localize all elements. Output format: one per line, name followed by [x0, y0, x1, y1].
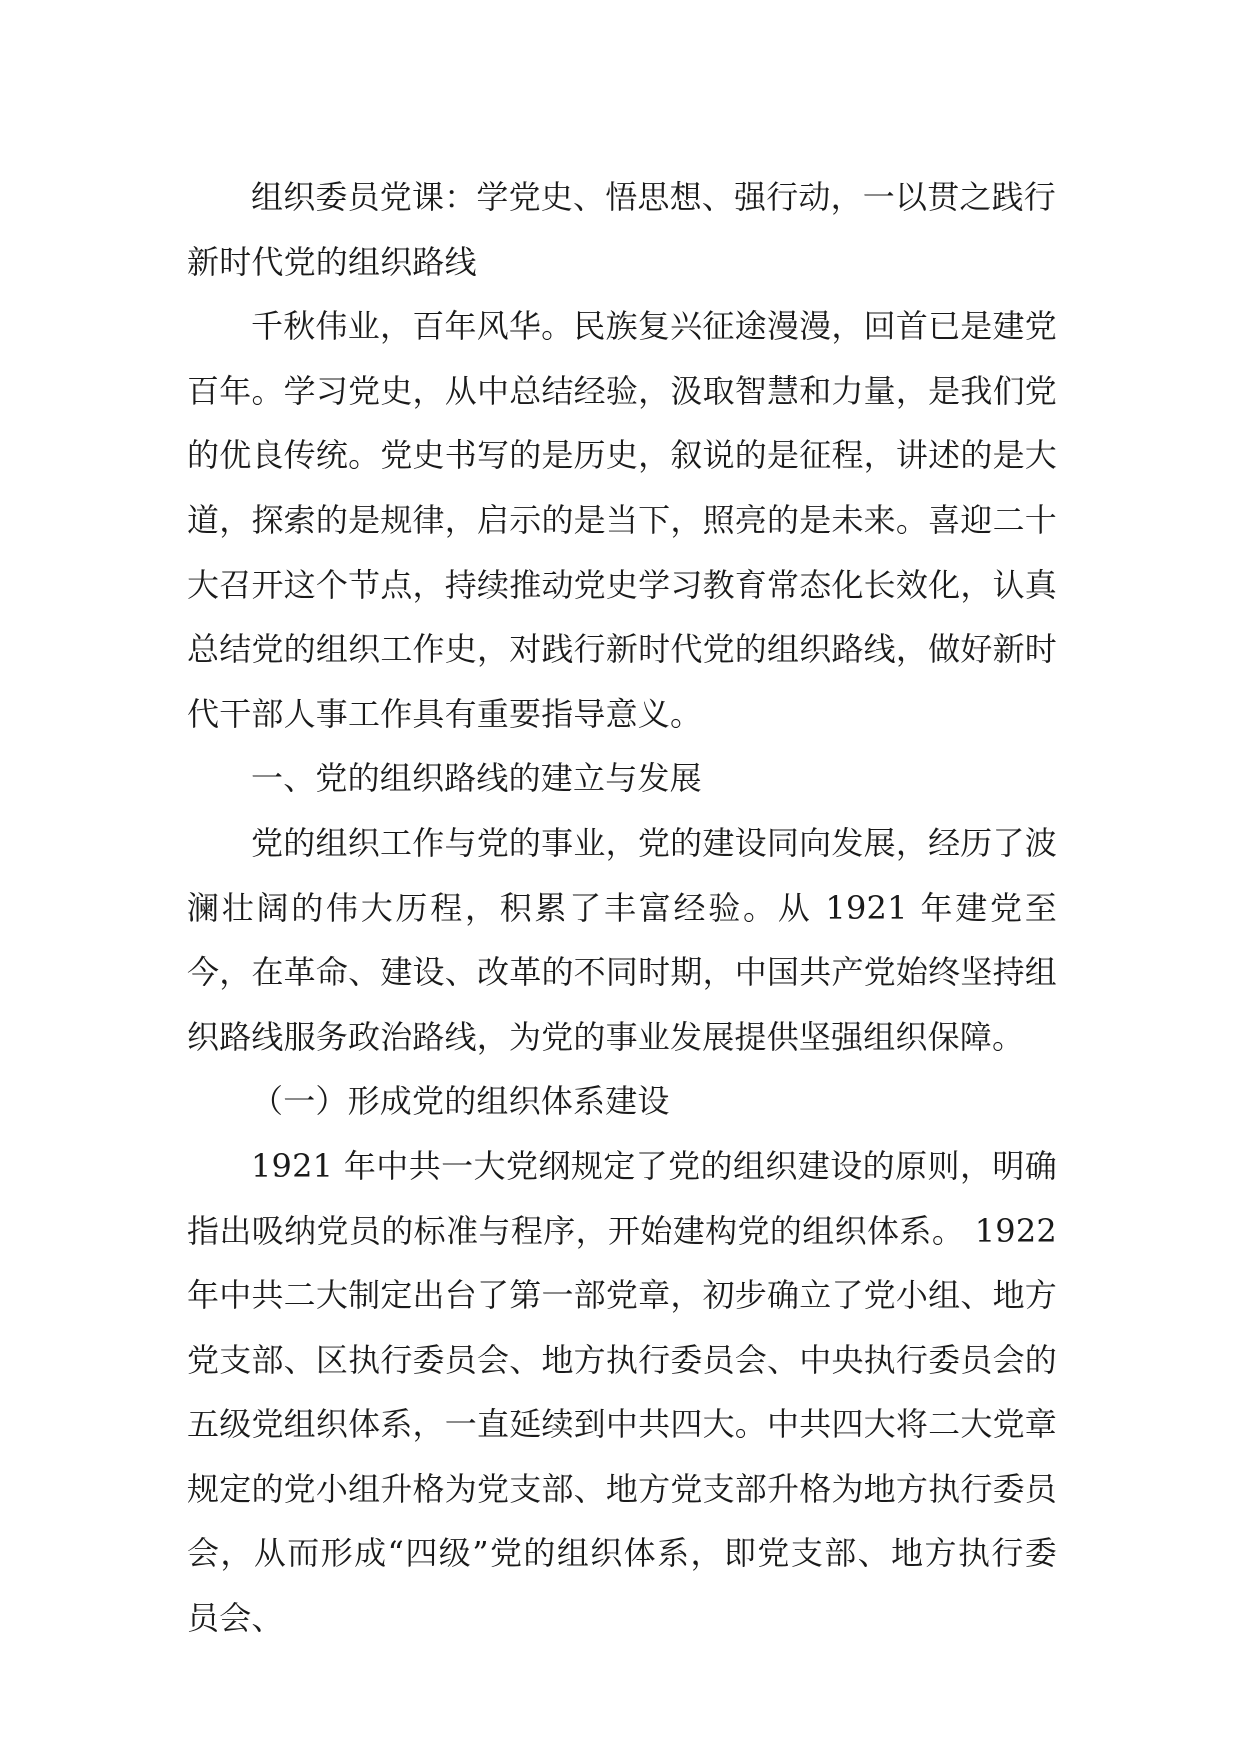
section-1-paragraph: 党的组织工作与党的事业，党的建设同向发展，经历了波澜壮阔的伟大历程，积累了丰富经验。从 1921 年建党至今，在革命、建设、改革的不同时期，中国共产党始终坚持组织路线服务政治路线，为党的事业发展提供坚强组织保障。 [187, 823, 1057, 1056]
document-body [187, 165, 1057, 1651]
document-title: 组织委员党课：学党史、悟思想、强行动，一以贯之践行新时代党的组织路线 [187, 178, 1057, 281]
subsection-1-paragraph: 1921 年中共一大党纲规定了党的组织建设的原则，明确指出吸纳党员的标准与程序，开始建构党的组织体系。 1922 年中共二大制定出台了第一部党章，初步确立了党小组、地方党支部、区执行委员会、地方执行委员会、中央执行委员会的五级党组织体系，一直延续到中共四大。中共四大将二大党章规定的党小组升格为党支部、地方党支部升格为地方执行委员会，从而形成“四级”党的组织体系，即党支部、地方执行委员会、 [187, 1146, 1057, 1638]
intro-paragraph: 千秋伟业，百年风华。民族复兴征途漫漫，回首已是建党百年。学习党史，从中总结经验，汲取智慧和力量，是我们党的优良传统。党史书写的是历史，叙说的是征程，讲述的是大道，探索的是规律，启示的是当下，照亮的是未来。喜迎二十大召开这个节点，持续推动党史学习教育常态化长效化，认真总结党的组织工作史，对践行新时代党的组织路线，做好新时代干部人事工作具有重要指导意义。 [187, 307, 1057, 733]
section-heading-1: 一、党的组织路线的建立与发展 [251, 759, 702, 798]
subsection-heading-1: （一）形成党的组织体系建设 [251, 1082, 670, 1121]
